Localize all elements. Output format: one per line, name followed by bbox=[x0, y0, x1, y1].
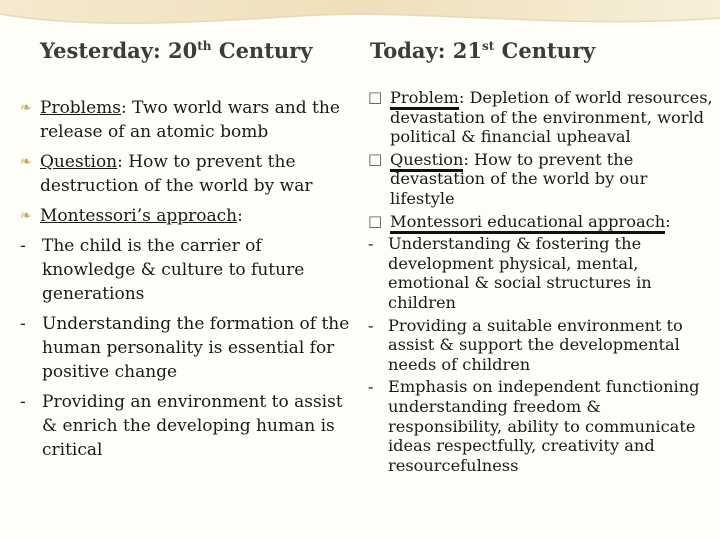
list-item: - Emphasis on independent functioning understanding freedom & responsibility, ability to communicate ideas respectfully, creativity and resourcefulness bbox=[368, 377, 700, 475]
list-item: - Understanding & fostering the development physical, mental, emotional & social structures in children bbox=[368, 234, 652, 312]
left-column bbox=[20, 96, 350, 462]
list-item: □ Question: How to prevent the devastation of the world by our lifestyle bbox=[368, 149, 648, 208]
decorative-header-wave bbox=[0, 0, 720, 40]
list-item: □ Problem: Depletion of world resources, devastation of the environment, world political & financial upheaval bbox=[368, 88, 713, 147]
leaf-bullet-icon: ❧ bbox=[20, 100, 32, 116]
leaf-bullet-icon: ❧ bbox=[20, 208, 32, 224]
square-bullet-icon: □ bbox=[368, 149, 383, 168]
leaf-bullet-icon: ❧ bbox=[20, 154, 32, 170]
list-item: ❧ Problems: Two world wars and the release of an atomic bomb bbox=[20, 98, 340, 142]
list-item: ❧ Question: How to prevent the destruction of the world by war bbox=[20, 152, 313, 196]
list-item: □ Montessori educational approach: bbox=[368, 212, 713, 232]
list-item: - Providing an environment to assist & enrich the developing human is critical bbox=[20, 392, 343, 460]
square-bullet-icon: □ bbox=[368, 211, 383, 230]
list-item: ❧ Montessori’s approach: bbox=[20, 206, 243, 226]
list-item: - Providing a suitable environment to assist & support the developmental needs of children bbox=[368, 315, 683, 374]
list-item: - Understanding the formation of the human personality is essential for positive change bbox=[20, 314, 350, 382]
list-item: - The child is the carrier of knowledge & culture to future generations bbox=[20, 236, 305, 304]
right-column-heading: Today: 21st Century bbox=[370, 38, 596, 63]
square-bullet-icon: □ bbox=[368, 88, 383, 106]
right-column bbox=[368, 88, 713, 475]
left-column-heading: Yesterday: 20th Century bbox=[40, 38, 313, 63]
